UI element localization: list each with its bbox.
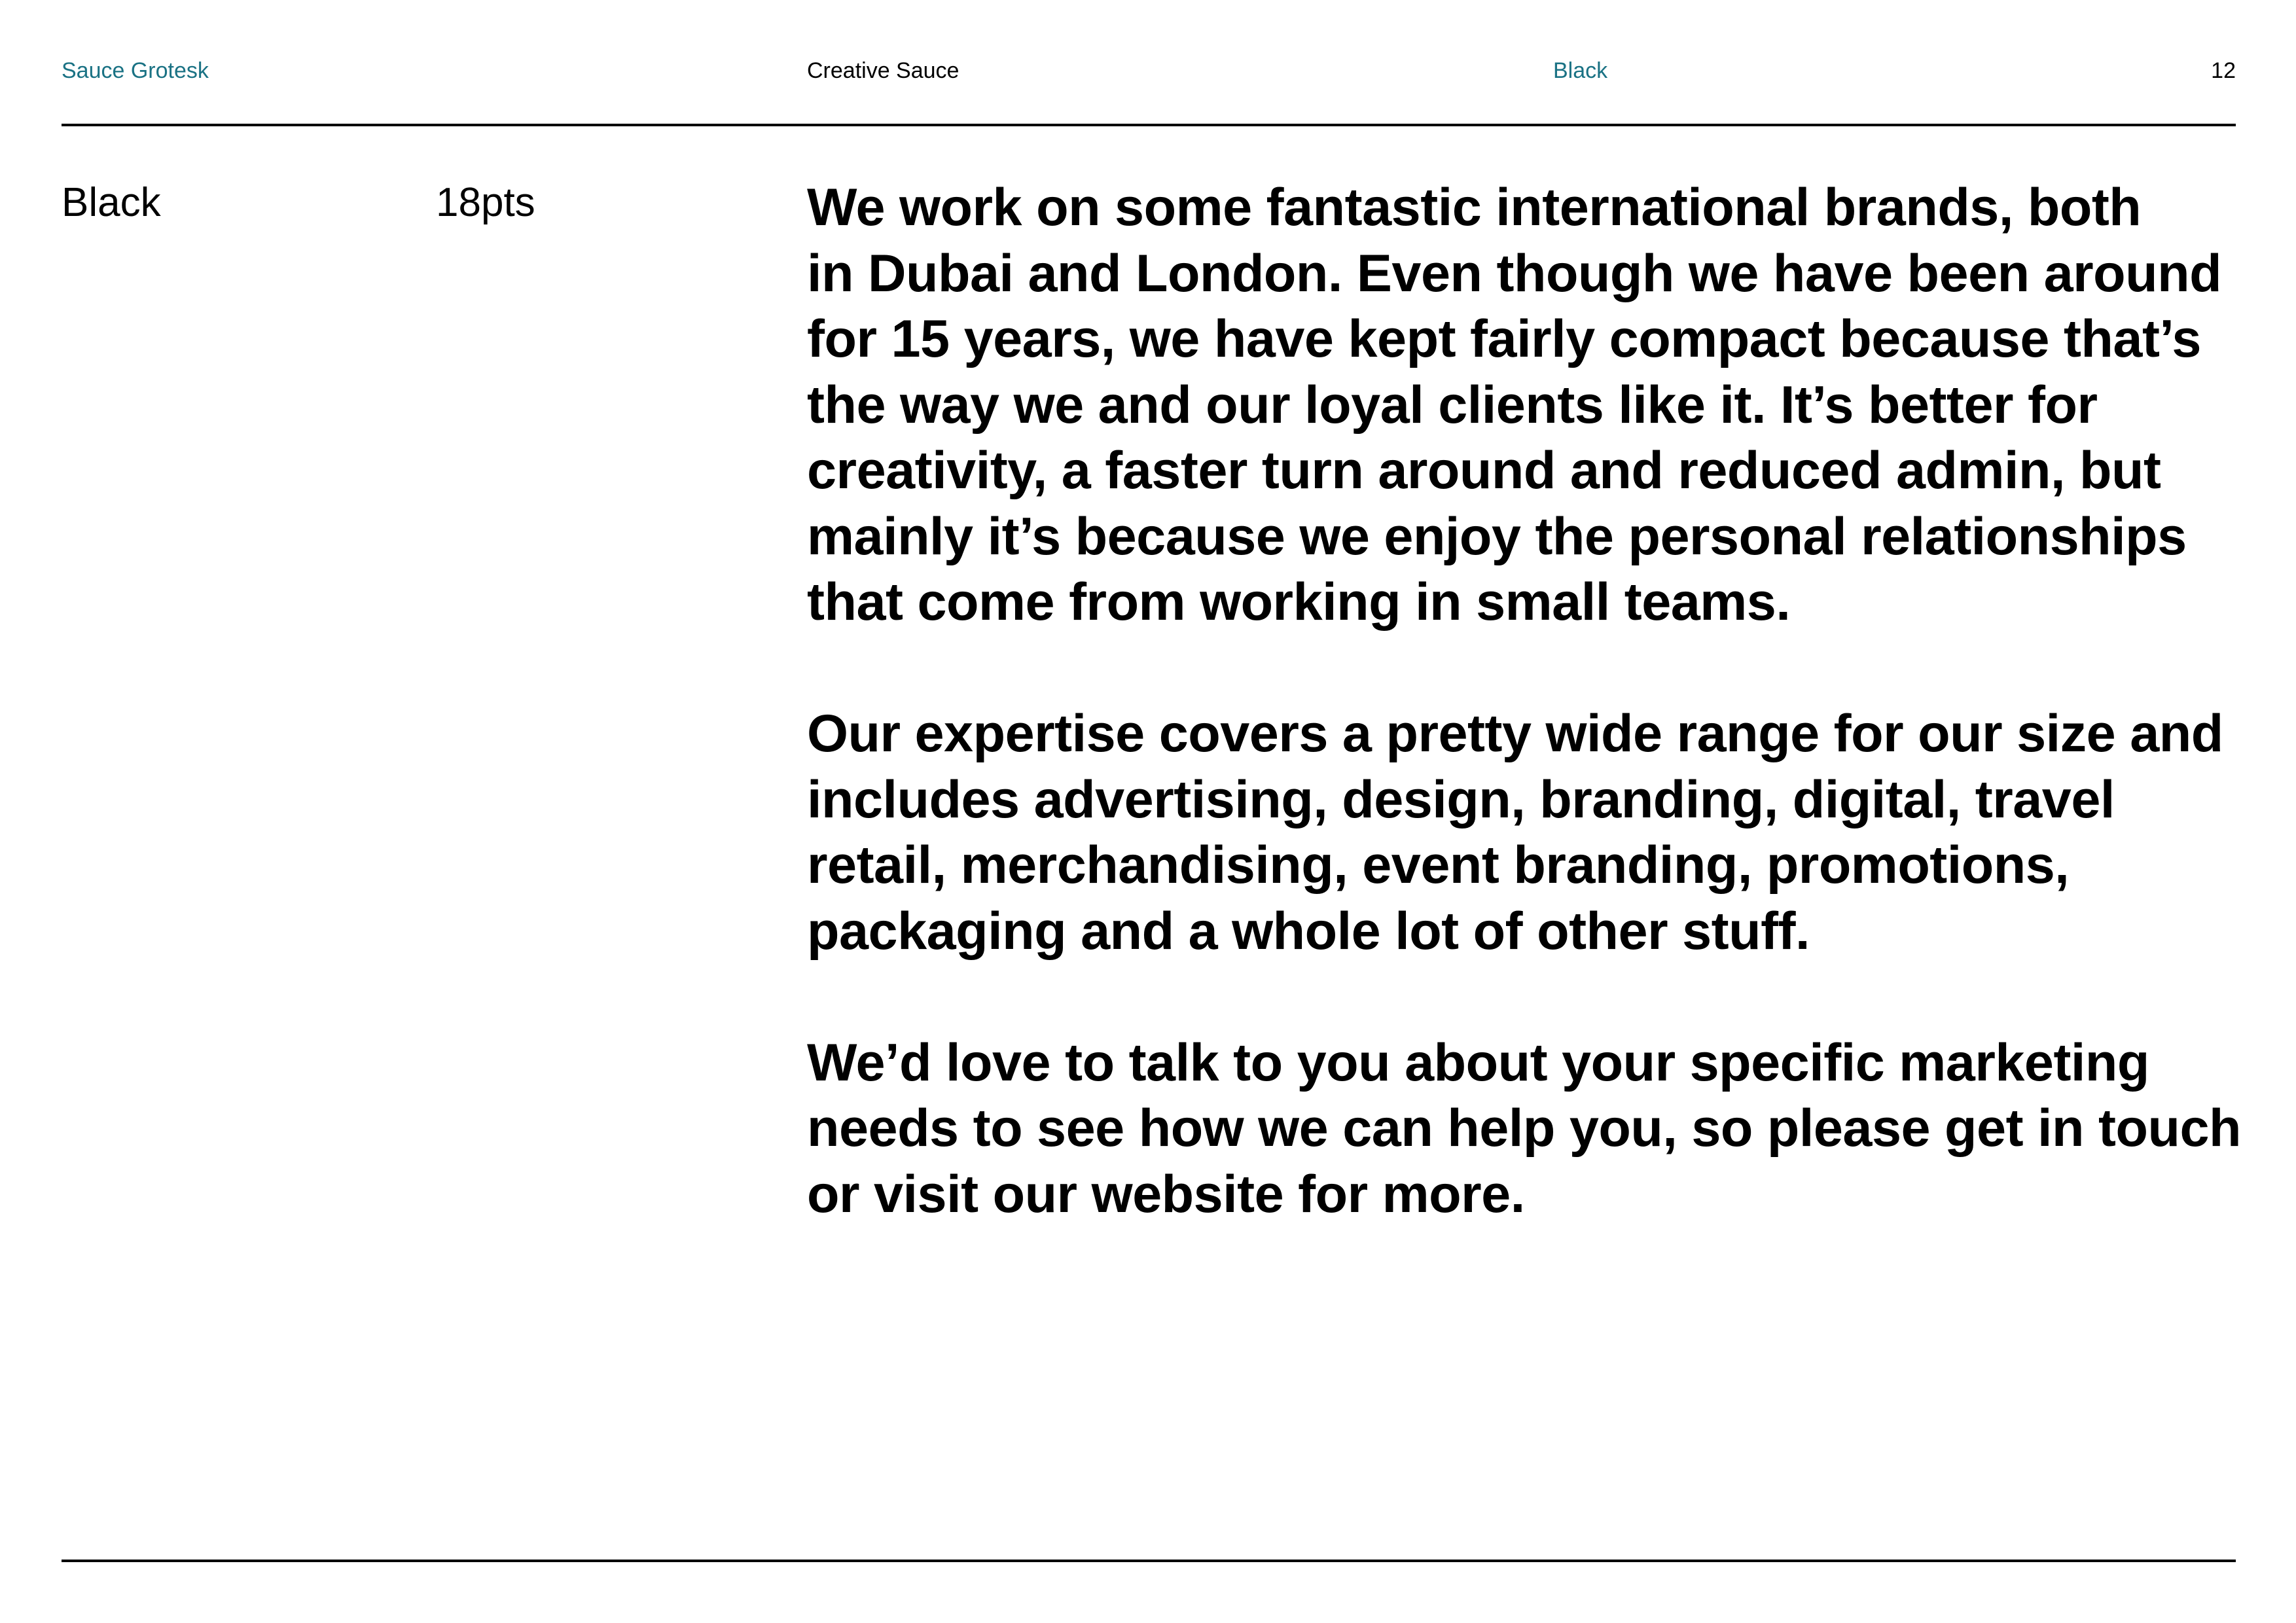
text-line: creativity, a faster turn around and reduced admin, but — [807, 441, 2161, 500]
text-line: that come from working in small teams. — [807, 573, 1791, 632]
paragraph-3 — [807, 1030, 2260, 1228]
paragraph-1 — [807, 175, 2260, 635]
page-number: 12 — [2211, 58, 2236, 83]
text-line: packaging and a whole lot of other stuff. — [807, 901, 1810, 961]
text-line: We work on some fantastic international brands, both — [807, 178, 2142, 237]
spec-weight-label: Black — [62, 180, 161, 225]
document-title-header: Creative Sauce — [807, 58, 960, 83]
text-line: or visit our website for more. — [807, 1164, 1525, 1224]
text-line: retail, merchandising, event branding, promotions, — [807, 836, 2070, 895]
type-specimen-body — [807, 175, 2260, 1293]
text-line: the way we and our loyal clients like it. It’s better for — [807, 375, 2098, 435]
text-line: in Dubai and London. Even though we have been around — [807, 243, 2222, 303]
bottom-divider — [62, 1560, 2236, 1562]
text-line: includes advertising, design, branding, digital, travel — [807, 770, 2115, 829]
weight-label-header: Black — [1553, 58, 1608, 83]
spec-size-label: 18pts — [436, 180, 535, 225]
paragraph-2 — [807, 701, 2260, 964]
font-name-header: Sauce Grotesk — [62, 58, 209, 83]
text-line: for 15 years, we have kept fairly compact because that’s — [807, 310, 2201, 368]
text-line: Our expertise covers a pretty wide range for our size and — [807, 704, 2223, 763]
text-line: We’d love to talk to you about your specific marketing — [807, 1033, 2149, 1092]
text-line: mainly it’s because we enjoy the personal relationships — [807, 507, 2187, 566]
top-divider — [62, 124, 2236, 126]
text-line: needs to see how we can help you, so please get in touch — [807, 1099, 2241, 1158]
